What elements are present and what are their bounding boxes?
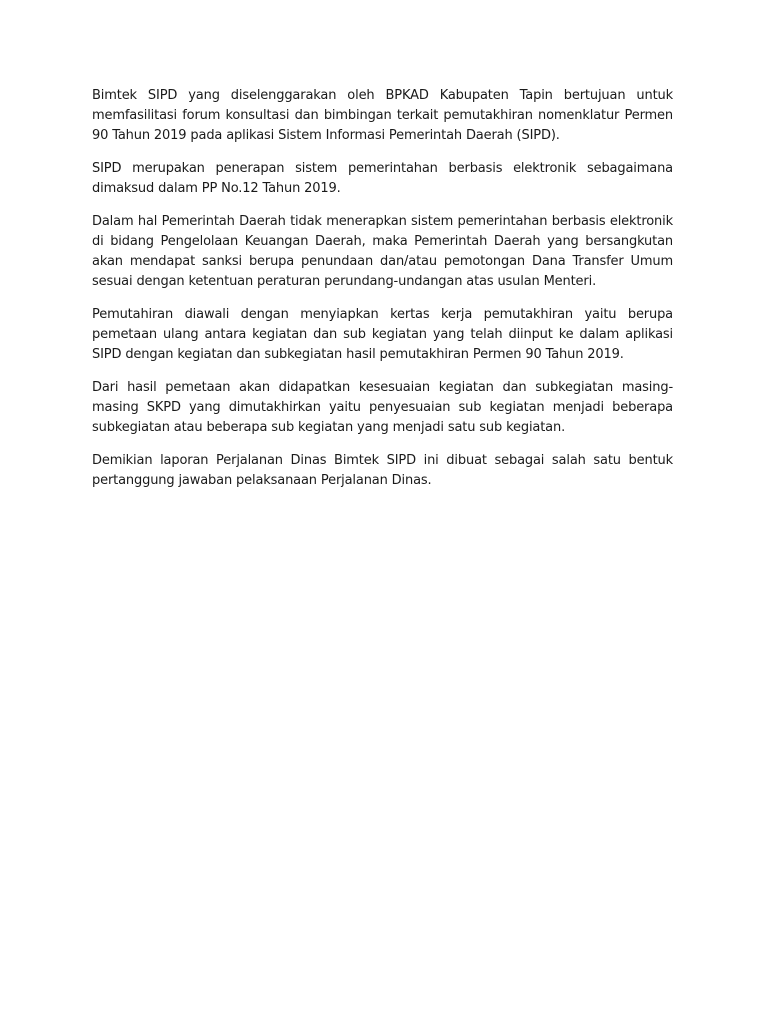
paragraph-mapping-results: Dari hasil pemetaan akan didapatkan kesesuaian kegiatan dan subkegiatan masing-masing SKPD yang dimutakhirkan yaitu penyesuaian sub kegiatan menjadi beberapa subkegiatan atau beberapa sub kegiatan yang menjadi satu sub kegiatan. xyxy=(92,380,673,435)
document-body xyxy=(92,86,673,491)
paragraph-closing: Demikian laporan Perjalanan Dinas Bimtek SIPD ini dibuat sebagai salah satu bentuk pertanggung jawaban pelaksanaan Perjalanan Dinas. xyxy=(92,453,673,488)
paragraph-update-process: Pemutahiran diawali dengan menyiapkan kertas kerja pemutakhiran yaitu berupa pemetaan ulang antara kegiatan dan sub kegiatan yang telah diinput ke dalam aplikasi SIPD dengan kegiatan dan subkegiatan hasil pemutakhiran Permen 90 Tahun 2019. xyxy=(92,307,673,362)
paragraph-intro: Bimtek SIPD yang diselenggarakan oleh BPKAD Kabupaten Tapin bertujuan untuk memfasilitasi forum konsultasi dan bimbingan terkait pemutakhiran nomenklatur Permen 90 Tahun 2019 pada aplikasi Sistem Informasi Pemerintah Daerah (SIPD). xyxy=(92,88,673,143)
paragraph-sipd-definition: SIPD merupakan penerapan sistem pemerintahan berbasis elektronik sebagaimana dimaksud dalam PP No.12 Tahun 2019. xyxy=(92,161,673,196)
paragraph-sanctions: Dalam hal Pemerintah Daerah tidak menerapkan sistem pemerintahan berbasis elektronik di bidang Pengelolaan Keuangan Daerah, maka Pemerintah Daerah yang bersangkutan akan mendapat sanksi berupa penundaan dan/atau pemotongan Dana Transfer Umum sesuai dengan ketentuan peraturan perundang-undangan atas usulan Menteri. xyxy=(92,214,673,289)
